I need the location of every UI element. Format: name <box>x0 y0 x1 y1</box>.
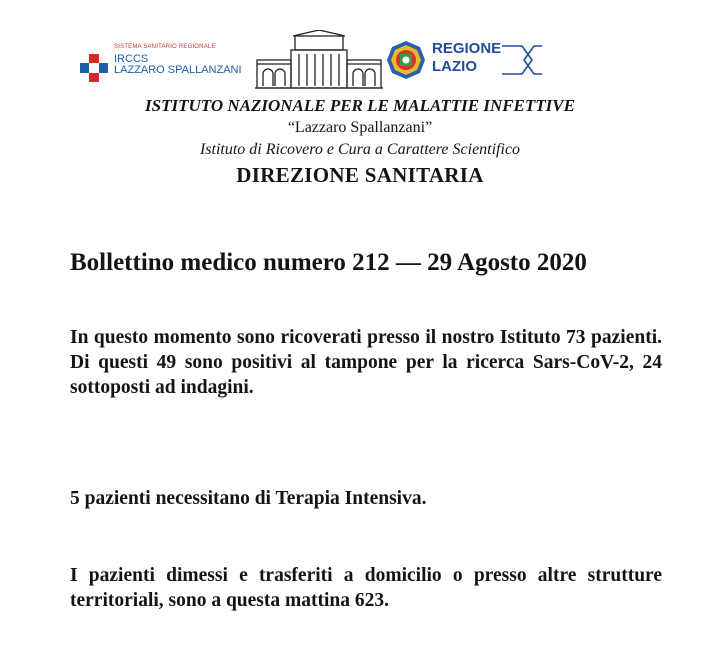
regione-label: REGIONE <box>432 40 502 57</box>
logo-bar <box>0 30 720 92</box>
regione-lazio-logo <box>386 40 546 84</box>
irccs-label: IRCCS <box>114 53 149 65</box>
institute-building-icon <box>255 30 383 90</box>
bulletin-paragraph-intensive-care: 5 pazienti necessitano di Terapia Intensiva. <box>70 488 427 509</box>
regione-wordmark <box>432 40 501 76</box>
bulletin-paragraph-discharged: I pazienti dimessi e trasferiti a domicilio o presso altre strutture territoriali, sono a questa mattina 623. <box>70 565 662 611</box>
institute-subtitle: Istituto di Ricovero e Cura a Carattere Scientifico <box>199 141 521 158</box>
bulletin-title: Bollettino medico numero 212 — 29 Agosto 2020 <box>70 249 587 276</box>
medical-cross-icon <box>80 54 108 82</box>
spallanzani-label: LAZZARO SPALLANZANI <box>114 64 242 76</box>
regione-lazio-emblem-icon <box>386 40 426 80</box>
bulletin-paragraph-patients: In questo momento sono ricoverati presso il nostro Istituto 73 pazienti. Di questi 49 sono positivi al tampone per la ricerca Sars-CoV-2, 24 sottoposti ad indagini. <box>70 327 662 398</box>
department-title: DIREZIONE SANITARIA <box>236 163 484 187</box>
lazio-label: LAZIO <box>432 58 477 75</box>
spallanzani-logo <box>80 44 255 84</box>
institute-title: ISTITUTO NAZIONALE PER LE MALATTIE INFETTIVE <box>145 96 575 115</box>
system-label: SISTEMA SANITARIO REGIONALE <box>114 44 216 50</box>
chevron-mark-icon <box>502 42 542 78</box>
institute-name: “Lazzaro Spallanzani” <box>287 119 433 136</box>
